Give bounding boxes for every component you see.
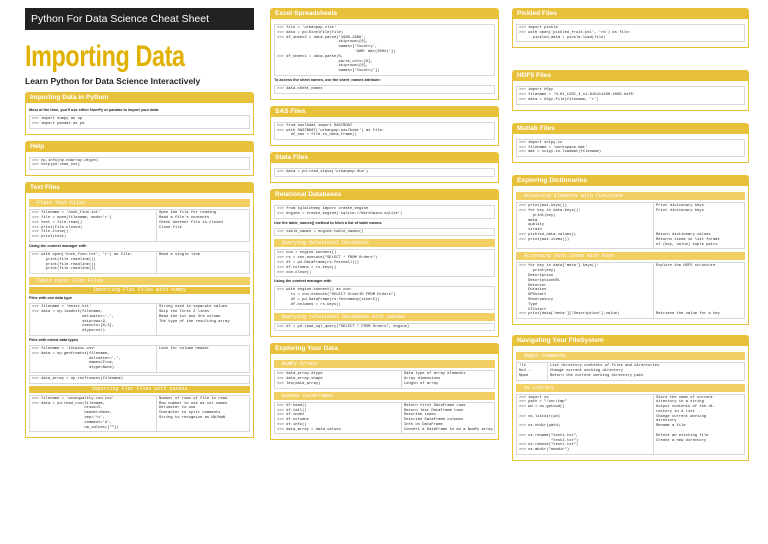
- code-block: >>> file = 'urbanpop.xlsx' >>> data = pd.ExcelFile(file) >>> df_sheet2 = data.parse('1960-1966', skiprows=[0], names=['Country', 'AAM: War(2002)']) >>> df_sheet1 = data.parse(0, parse_cols=[0], skiprows=[0], names=['Country']): [274, 24, 495, 76]
- code-block: >>> filename = 'winequality-red.csv' >>> data = pd.read_csv(filename, nrows=5, header=None, sep='\t', comment='#', na_values=[""]) Number of rows of file to read Row number to use as col names Delimiter to use Character to split comments String to recognize as NA/NaN: [29, 395, 250, 433]
- code-block: >>> data_array.dtype >>> data_array.shape >>> len(data_array) Data type of array elements Array dimensions Length of array: [274, 370, 495, 388]
- section-hdf5: [512, 70, 749, 110]
- code-block: >>> np.info(np.ndarray.dtype) >>> help(pd.read_csv): [29, 157, 250, 171]
- note: Using the context manager with: [29, 243, 87, 248]
- subsection-subheader: Importing Flat Files with numpy: [29, 287, 250, 294]
- section-header: Exploring Dictionaries: [512, 175, 749, 186]
- subsection-header: Plain Text Files: [29, 199, 250, 207]
- code-block: >>> import numpy as np >>> import pandas as pd: [29, 115, 250, 129]
- section-header: Stata Files: [270, 152, 499, 163]
- code-block: !ls %cd .. %pwd List directory contents of files and directories Change current working directory Return the current working directory path: [516, 362, 745, 380]
- subsection-header: pandas DataFrames: [274, 392, 495, 400]
- subsection-subheader: Importing Flat Files with pandas: [29, 386, 250, 393]
- section-matlab: [512, 123, 749, 163]
- code-block: >>> with open('huck_finn.txt', 'r') as file: print(file.readline()) print(file.readline()) print(file.readline()) Read a single line: [29, 251, 250, 274]
- code-block: >>> import os >>> path = "/usr/tmp" >>> wd = os.getcwd() >>> os.listdir(wd) >>> os.chdir(path) >>> os.rename("test1.txt", "test2.txt") >>> os.remove("test1.txt") >>> os.mkdir("newdir") Store the name of current directory in a string Output contents of the di- rectory in a list Change current working directory Rename a file Delete an existing file Create a new directory: [516, 394, 745, 456]
- section-header: Importing Data in Python: [25, 92, 254, 103]
- section-excel: [270, 8, 499, 100]
- section-dictionaries: [512, 175, 749, 325]
- note: Use the table_names() method to fetch a list of table names:: [274, 220, 383, 225]
- column-3: [512, 8, 749, 467]
- code-block: >>> df.head() >>> df.tail() >>> df.index >>> df.columns >>> df.info() >>> data_array = data.values Return first DataFrame rows Return last DataFrame rows Describe index Describe DataFrame columns Info on DataFrame Convert a DataFrame to an a NumPy array: [274, 402, 495, 435]
- code-block: >>> data.sheet_names: [274, 85, 495, 94]
- page-title: Importing Data: [25, 40, 185, 73]
- section-importing-data: [25, 92, 254, 135]
- code-block: >>> print(mat.keys()) >>> for key in data.keys(): print(key) meta quality strain >>> pickled_data.values() >>> print(mat.items()) Print dictionary keys Print dictionary keys Return dictionary values Returns items in list format of (key, value) tuple pairs: [516, 202, 745, 249]
- code-block: >>> with engine.connect() as con: rs = con.execute("SELECT OrderID FROM Orders") df = pd.DataFrame(rs.fetchmany(size=5)) df.columns = rs.keys(): [274, 286, 495, 309]
- subsection-header: os Library: [516, 384, 745, 392]
- section-header: Navigating Your FileSystem: [512, 335, 749, 346]
- page-subtitle: Learn Python for Data Science Interactively: [25, 76, 201, 86]
- code-block: >>> import pickle >>> with open('pickled_fruit.pkl', 'rb') as file: pickled_data = pickle.load(file): [516, 24, 745, 42]
- subsection-header: Accessing Data Items with Keys: [516, 252, 745, 260]
- note: Files with mixed data types: [29, 337, 79, 342]
- cheat-sheet-banner: Python For Data Science Cheat Sheet: [25, 8, 254, 30]
- section-header: Relational Databases: [270, 189, 499, 200]
- section-header: HDF5 Files: [512, 70, 749, 81]
- note: To access the sheet names, use the sheet_names attribute:: [274, 77, 381, 82]
- subsection-header: Querying Relational Databases: [274, 239, 495, 247]
- subsection-header: Table Data: Flat Files: [29, 277, 250, 285]
- code-block: >>> for key in data['meta'].keys(): print(key) Description DescriptionURL Detector Duration GPSstart Observatory Type UTCstart >>> print(data['meta']['Description'].value) Explore the HDF5 structure Retrieve the value for a key: [516, 262, 745, 319]
- section-header: Exploring Your Data: [270, 343, 499, 354]
- section-filesystem: [512, 335, 749, 461]
- section-text-files: [25, 182, 254, 438]
- subsection-header: NumPy Arrays: [274, 360, 495, 368]
- section-header: Help: [25, 141, 254, 152]
- code-block: >>> filename = 'mnist.txt' >>> data = np.loadtxt(filename, delimiter=',', skiprows=2, usecols=[0,2], dtype=str) String used to separate values Skip the first 2 lines Read the 1st and 3rd column The type of the resulting array: [29, 303, 250, 336]
- section-header: Excel Spreadsheets: [270, 8, 499, 19]
- note: Most of the time, you'll use either NumPy or pandas to import your data:: [29, 108, 160, 112]
- section-exploring: [270, 343, 499, 440]
- section-header: Matlab Files: [512, 123, 749, 134]
- code-block: >>> filename = 'huck_finn.txt' >>> file = open(filename, mode='r') >>> text = file.read() >>> print(file.closed) >>> file.close() >>> print(text) Open the file for reading Read a file's contents Check whether file is closed Close file: [29, 209, 250, 242]
- code-block: >>> import h5py >>> filename = 'H-H1_LOSC_4_v1-815411200-4096.hdf5' >>> data = h5py.File(filename, 'r'): [516, 86, 745, 104]
- code-block: >>> df = pd.read_sql_query("SELECT * FROM Orders", engine): [274, 323, 495, 332]
- section-header: Text Files: [25, 182, 254, 193]
- column-2: [270, 8, 499, 446]
- section-help: [25, 141, 254, 177]
- subsection-header: Accessing Elements with Functions: [516, 192, 745, 200]
- section-pickled: [512, 8, 749, 48]
- code-block: >>> con = engine.connect() >>> rs = con.execute("SELECT * FROM Orders") >>> df = pd.DataFrame(rs.fetchall()) >>> df.columns = rs.keys() >>> con.close(): [274, 249, 495, 277]
- section-header: Pickled Files: [512, 8, 749, 19]
- column-1: [25, 8, 254, 444]
- code-block: >>> data = pd.read_stata('urbanpop.dta'): [274, 168, 495, 177]
- code-block: >>> table_names = engine.table_names(): [274, 228, 495, 237]
- section-stata: [270, 152, 499, 183]
- code-block: >>> import scipy.io >>> filename = 'workspace.mat' >>> mat = scipy.io.loadmat(filename): [516, 139, 745, 157]
- section-relational: [270, 189, 499, 337]
- subsection-header: Querying relational databases with pandas: [274, 313, 495, 321]
- section-sas: [270, 106, 499, 146]
- subsection-header: Magic Commands: [516, 352, 745, 360]
- code-block: >>> from sas7bdat import SAS7BDAT >>> with SAS7BDAT('urbanpop.sas7bdat') as file: df_sas = file.to_data_frame(): [274, 122, 495, 140]
- code-block: >>> data_array = np.recfromcsv(filename): [29, 375, 250, 384]
- code-block: >>> from sqlalchemy import create_engine >>> engine = create_engine('sqlite://Northwind.sqlite'): [274, 205, 495, 219]
- section-header: SAS Files: [270, 106, 499, 117]
- note: Files with one data type: [29, 296, 72, 301]
- code-block: >>> filename = 'titanic.csv' >>> data = np.genfromtxt(filename, delimiter=',', names=True, dtype=None) Look for column header: [29, 345, 250, 373]
- note: Using the context manager with: [274, 279, 332, 284]
